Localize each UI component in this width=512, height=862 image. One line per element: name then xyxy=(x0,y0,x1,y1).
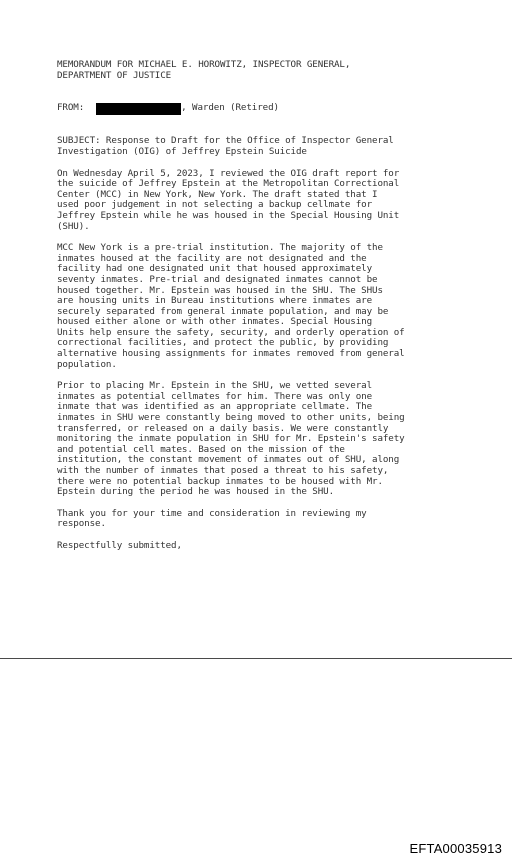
paragraph-4: Thank you for your time and consideration in reviewing my response. xyxy=(57,507,367,530)
bates-number: EFTA00035913 xyxy=(409,841,502,856)
memo-header: MEMORANDUM FOR MICHAEL E. HOROWITZ, INSPECTOR GENERAL, DEPARTMENT OF JUSTICE xyxy=(57,59,351,81)
subject-line: SUBJECT: Response to Draft for the Office of Inspector General Investigation (OIG) of Jeffrey Epstein Suicide xyxy=(57,135,394,157)
from-label: FROM: xyxy=(57,102,85,114)
from-suffix: , Warden (Retired) xyxy=(181,102,279,114)
paragraph-2: MCC New York is a pre-trial institution. The majority of the inmates housed at the facility are not designated and the facility had one designated unit that housed approximately seventy inmates. Pre-trial and designated inmates cannot be housed together. Mr. Epstein was housed in the SHU. The SHUs are housing units in Bureau institutions where inmates are securely separated from general inmate population, and may be housed either alone or with other inmates. Special Housing Units help ensure the safety, security, and orderly operation of correctional facilities, and protect the public, by providing alternative housing assignments for inmates removed from general population. xyxy=(57,242,405,370)
memorandum-body xyxy=(57,60,457,563)
paragraph-3: Prior to placing Mr. Epstein in the SHU, we vetted several inmates as potential cellmates for him. There was only one inmate that was identified as an appropriate cellmate. The inmates in SHU were constantly being moved to other units, being transferred, or released on a daily basis. We were constantly monitoring the inmate population in SHU for Mr. Epstein's safety and potential cell mates. Based on the mission of the institution, the constant movement of inmates out of SHU, along with the number of inmates that posed a threat to his safety, there were no potential backup inmates to be housed with Mr. Epstein during the period he was housed in the SHU. xyxy=(57,380,405,498)
paragraph-1: On Wednesday April 5, 2023, I reviewed the OIG draft report for the suicide of Jeffrey Epstein at the Metropolitan Correctional Center (MCC) in New York, New York. The draft stated that I used poor judgement in not selecting a backup cellmate for Jeffrey Epstein while he was housed in the Special Housing Unit (SHU). xyxy=(57,167,400,232)
page-divider-line xyxy=(0,658,512,659)
from-line xyxy=(57,92,457,125)
closing-line: Respectfully submitted, xyxy=(57,539,182,551)
from-line-row xyxy=(57,103,457,115)
redaction-box xyxy=(96,103,181,115)
